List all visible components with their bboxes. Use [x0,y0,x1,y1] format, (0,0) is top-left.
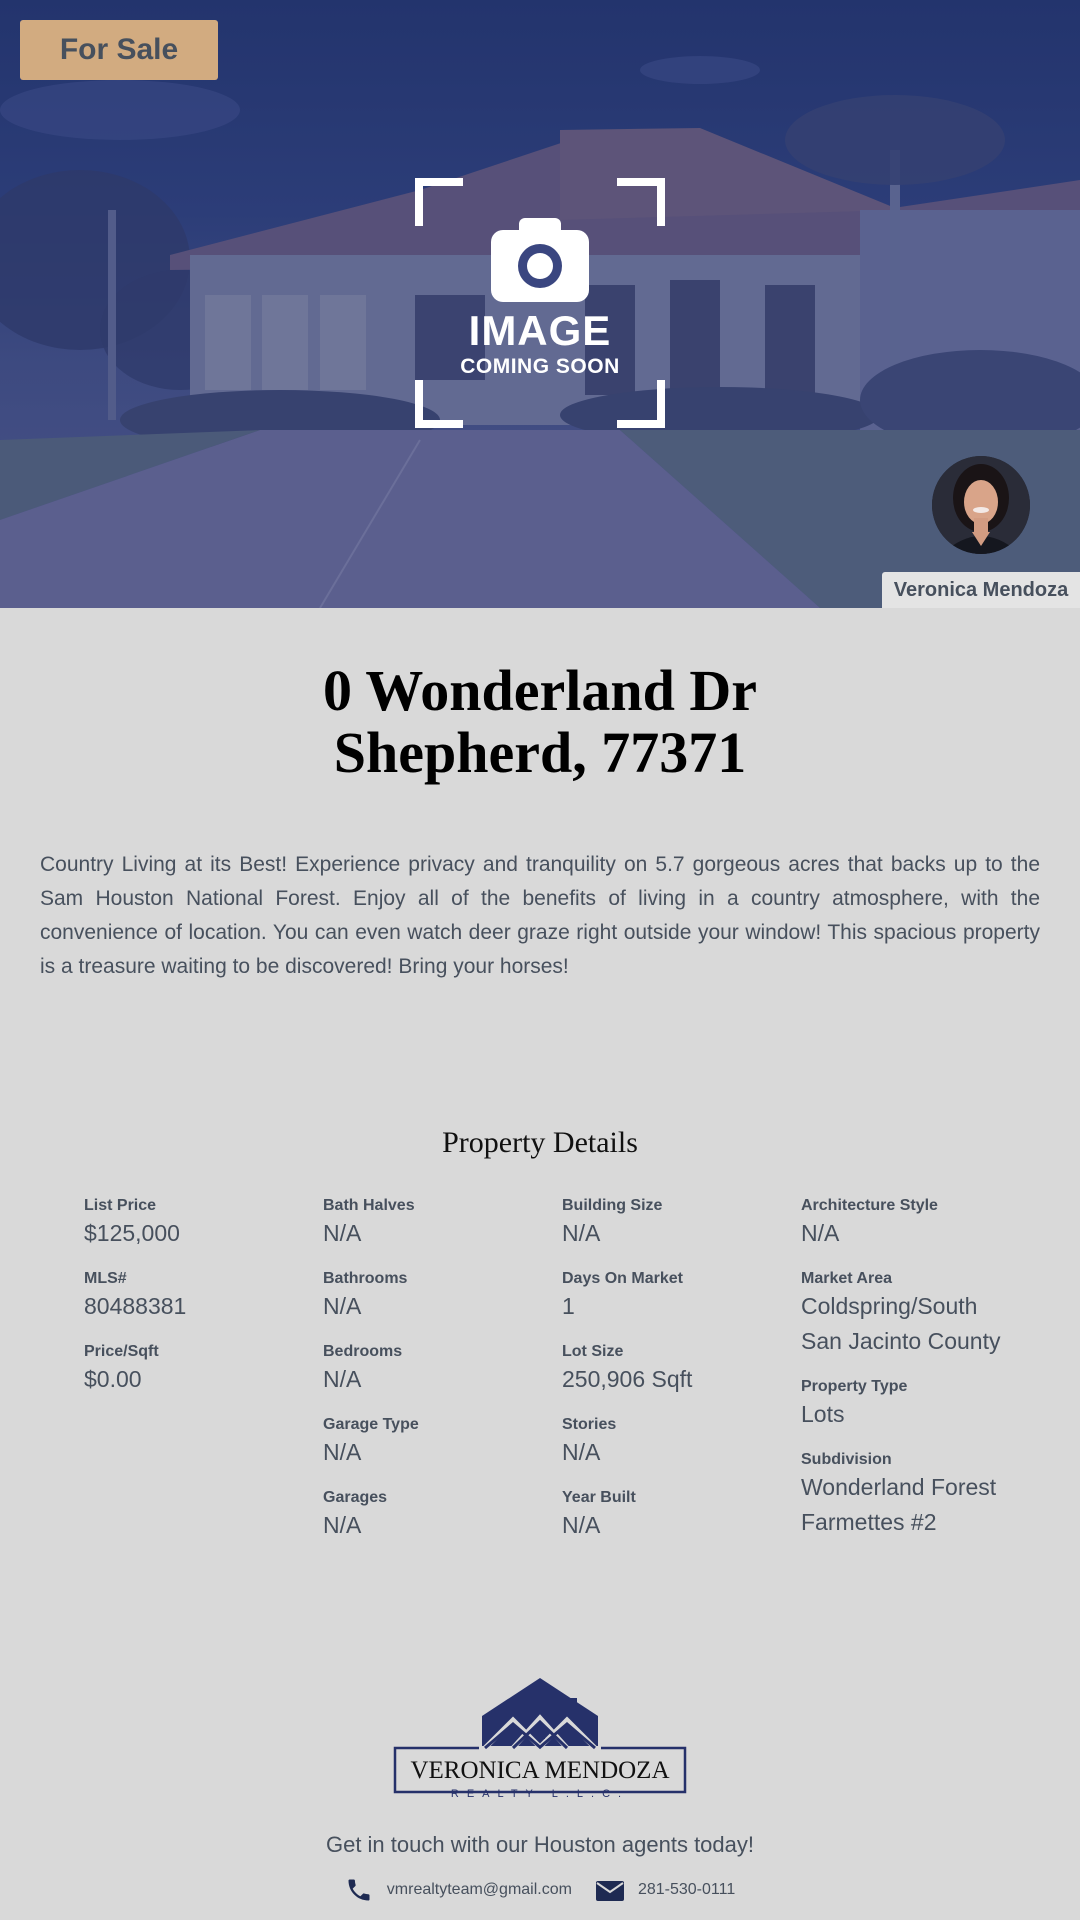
agent-name-tag: Veronica Mendoza [882,572,1080,608]
detail-label: Bathrooms [323,1270,408,1287]
detail-label: Subdivision [801,1451,892,1468]
detail-label: Garage Type [323,1416,419,1433]
property-address [0,660,1080,784]
detail-label: MLS# [84,1270,127,1287]
address-line-1: 0 Wonderland Dr [322,658,757,723]
detail-label: Stories [562,1416,617,1433]
detail-label: Year Built [562,1489,636,1506]
placeholder-subtitle: COMING SOON [460,355,620,378]
property-details-heading: Property Details [442,1126,638,1159]
envelope-icon [596,1879,624,1901]
detail-label: Bath Halves [323,1197,415,1214]
detail-price-sqft [84,1342,284,1397]
detail-market-area [801,1269,1001,1359]
detail-label: Bedrooms [323,1343,403,1360]
detail-label: Lot Size [562,1343,624,1360]
detail-value: N/A [323,1512,362,1538]
detail-value: Coldspring/South San Jacinto County [801,1293,1001,1354]
detail-value: Wonderland Forest Farmettes #2 [801,1474,997,1535]
logo-subtitle: REALTY L.L.C. [450,1788,630,1800]
details-column-3 [562,1196,762,1561]
frame-corner-top-left [415,178,463,226]
detail-label: Days On Market [562,1270,683,1287]
detail-value: N/A [323,1293,362,1319]
detail-label: Property Type [801,1378,908,1395]
detail-building-size [562,1196,762,1251]
contact-info [0,1876,1080,1904]
address-line-2: Shepherd, 77371 [333,720,747,785]
realty-logo [393,1676,687,1800]
detail-days-on-market [562,1269,762,1324]
image-coming-soon-placeholder [415,178,665,428]
detail-architecture-style [801,1196,1001,1251]
detail-value: N/A [801,1220,840,1246]
detail-label: Building Size [562,1197,663,1214]
detail-bath-halves [323,1196,523,1251]
detail-value: N/A [323,1220,362,1246]
frame-corner-top-right [617,178,665,226]
camera-icon [491,218,589,302]
detail-garages [323,1488,523,1543]
detail-bathrooms [323,1269,523,1324]
agent-avatar [932,456,1030,554]
hero-image [0,0,1080,608]
detail-label: List Price [84,1197,157,1214]
detail-label: Price/Sqft [84,1343,159,1360]
detail-value: $125,000 [84,1220,180,1246]
details-column-1 [84,1196,284,1415]
detail-value: N/A [562,1220,601,1246]
phone-icon [345,1876,373,1904]
detail-value: 250,906 Sqft [562,1366,693,1392]
detail-value: N/A [562,1512,601,1538]
detail-value: N/A [323,1366,362,1392]
contact-tagline: Get in touch with our Houston agents today! [325,1832,755,1857]
detail-value: $0.00 [84,1366,142,1392]
detail-mls [84,1269,284,1324]
detail-value: 80488381 [84,1293,187,1319]
email-text: vmrealtyteam@gmail.com [386,1881,572,1898]
phone-text: 281-530-0111 [637,1881,736,1898]
details-column-2 [323,1196,523,1561]
detail-label: Garages [323,1489,388,1506]
frame-corner-bottom-left [415,380,463,428]
detail-value: N/A [323,1439,362,1465]
placeholder-title: IMAGE [468,307,612,354]
email-contact[interactable] [345,1876,572,1904]
detail-value: 1 [562,1293,575,1319]
for-sale-badge: For Sale [20,20,218,80]
detail-bedrooms [323,1342,523,1397]
detail-value: N/A [562,1439,601,1465]
property-description: Country Living at its Best! Experience privacy and tranquility on 5.7 gorgeous acres that backs up to the Sam Houston National Forest. Enjoy all of the benefits of living in a country atmosphere, with the convenience of location. You can even watch deer graze right outside your window! This spacious property is a treasure waiting to be discovered! Bring your horses! [40,853,1040,978]
detail-lot-size [562,1342,762,1397]
details-column-4 [801,1196,1001,1558]
detail-label: Architecture Style [801,1197,938,1214]
detail-stories [562,1415,762,1470]
detail-property-type [801,1377,1001,1432]
logo-name: VERONICA MENDOZA [410,1757,670,1784]
detail-list-price [84,1196,284,1251]
detail-label: Market Area [801,1270,893,1287]
detail-garage-type [323,1415,523,1470]
detail-year-built [562,1488,762,1543]
detail-value: Lots [801,1401,845,1427]
phone-contact[interactable] [596,1879,735,1901]
detail-subdivision [801,1450,1001,1540]
frame-corner-bottom-right [617,380,665,428]
